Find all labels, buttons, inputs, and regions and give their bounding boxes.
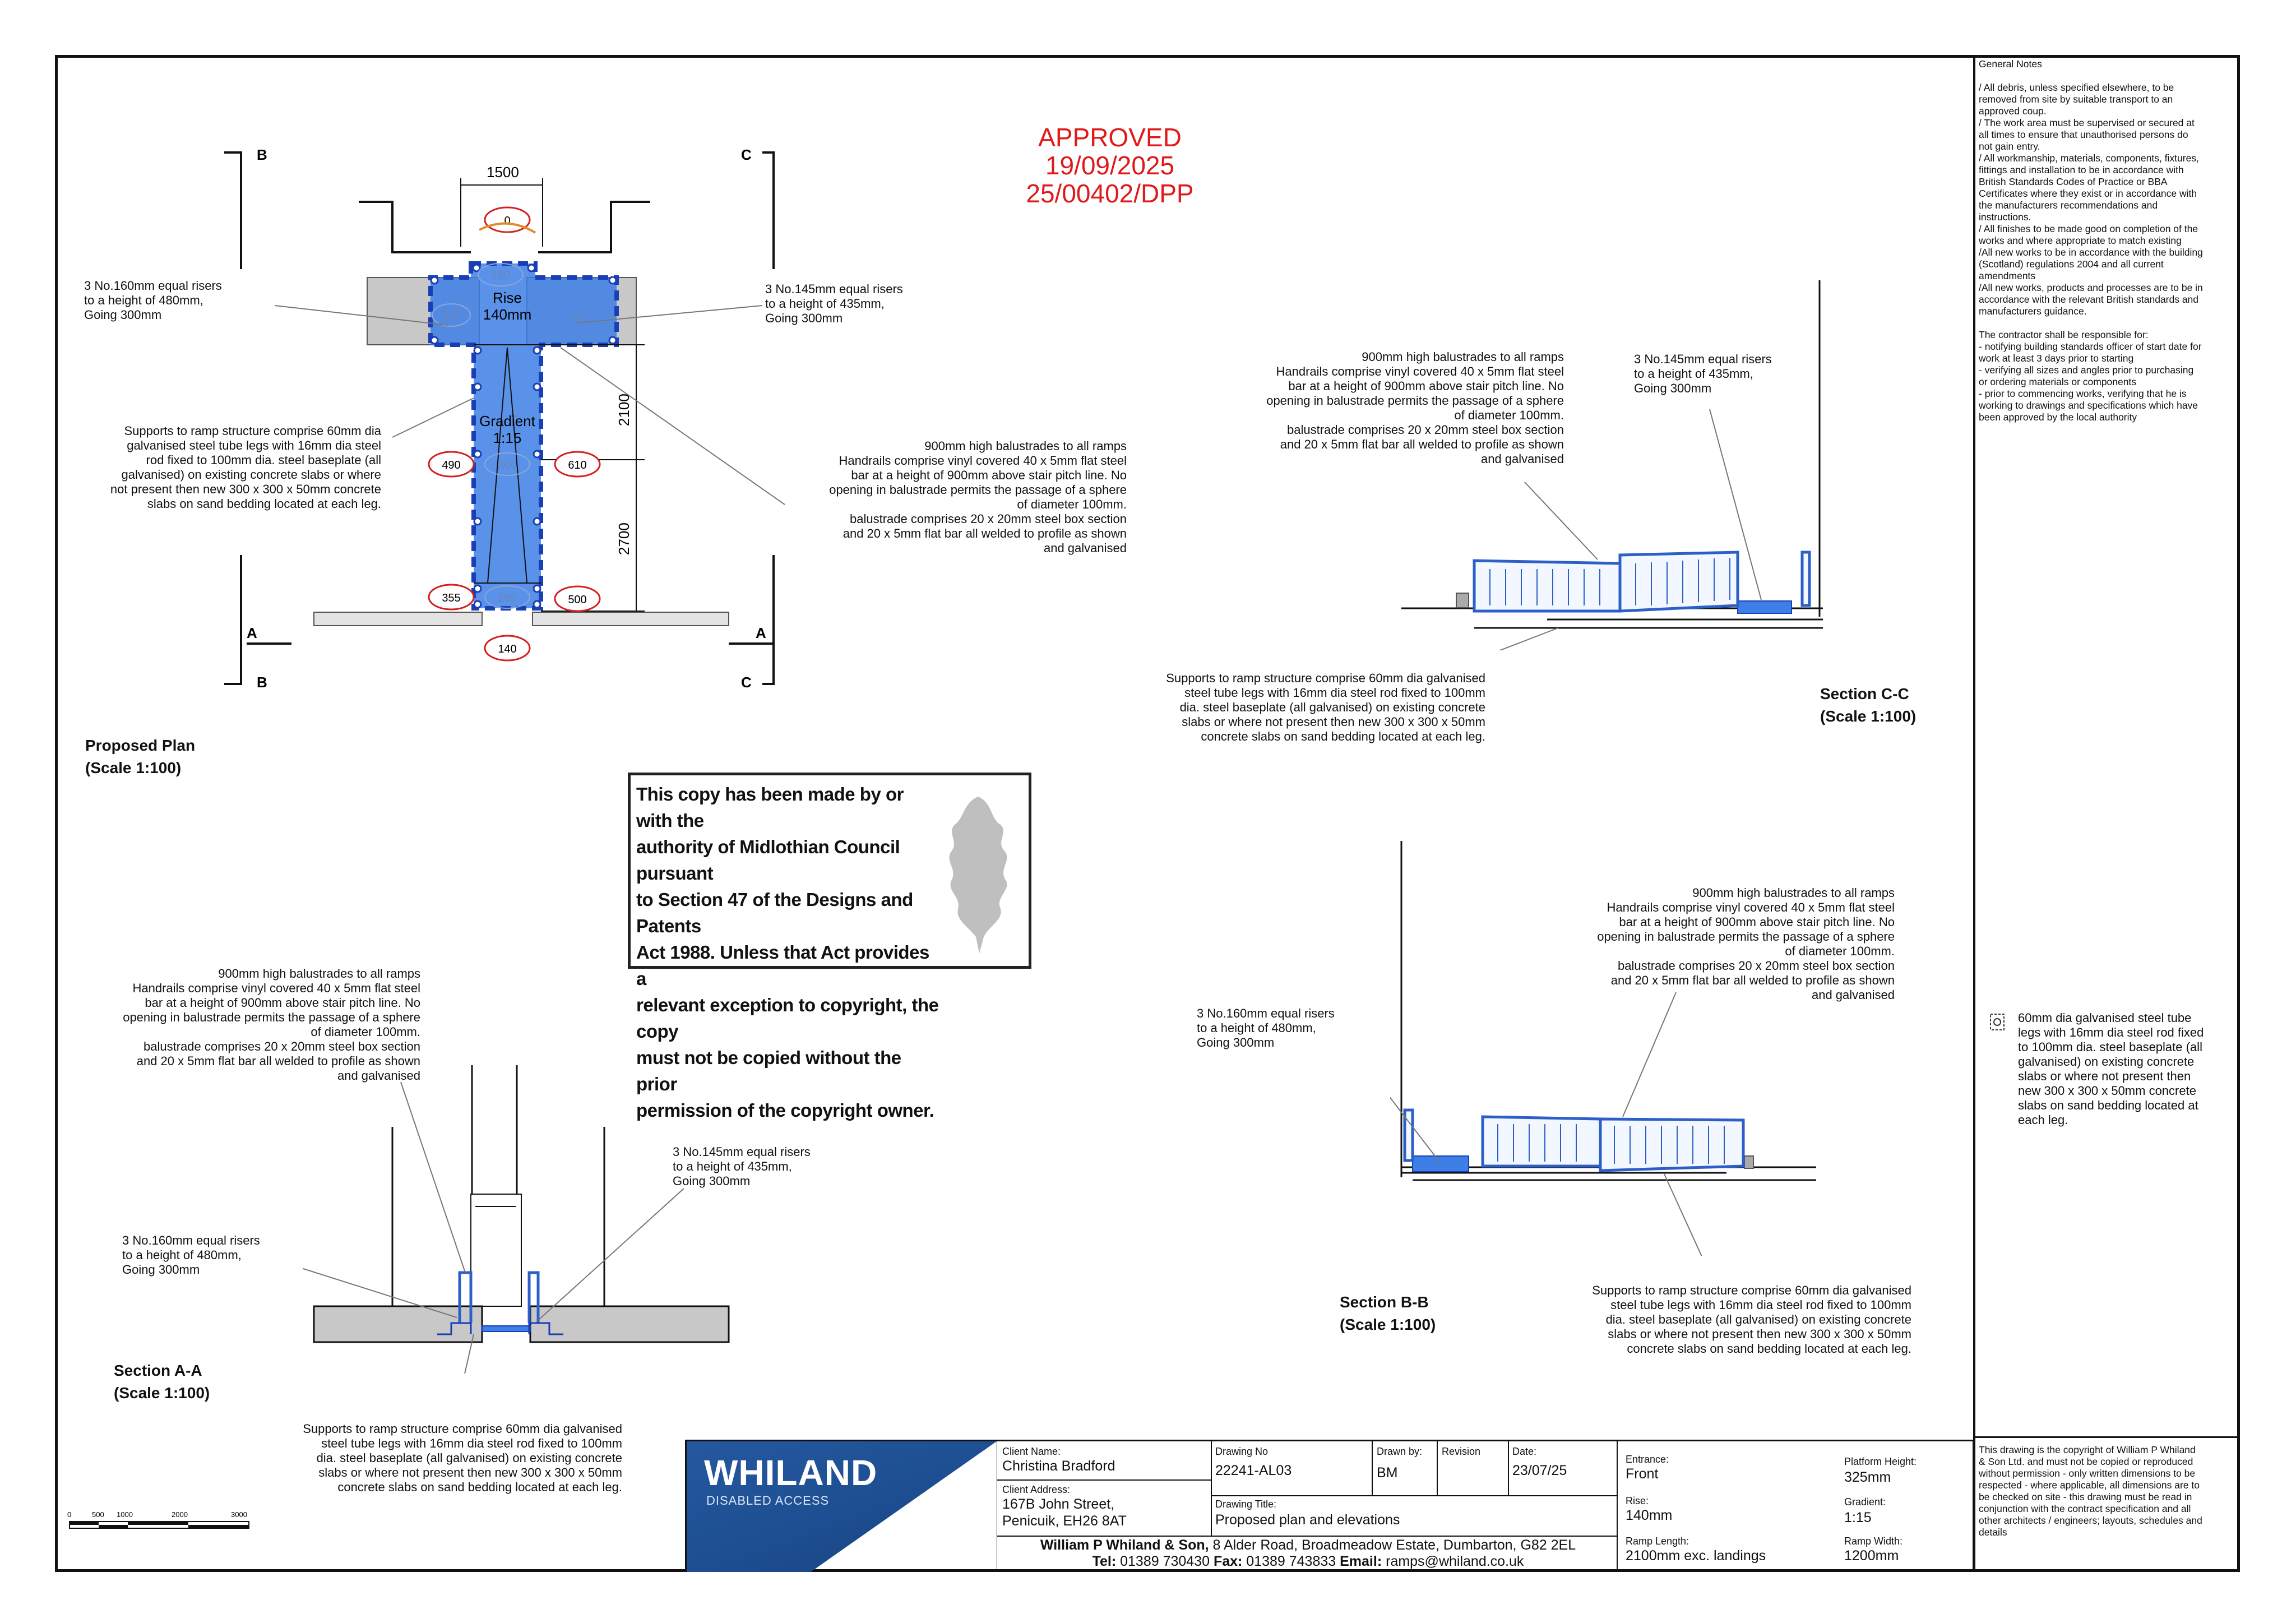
tel-label: Tel: [1092, 1553, 1117, 1569]
gradient-label-line1: Gradient [479, 413, 535, 429]
plan-drawing [0, 0, 1177, 729]
plan-note-right-risers: 3 No.145mm equal risers to a height of 435mm, Going 300mm [765, 282, 903, 325]
level-left-low: 355 [442, 592, 461, 604]
ground-slab-left [314, 612, 482, 626]
client-address: 167B John Street, Penicuik, EH26 8AT [1002, 1496, 1127, 1529]
drawing-no-label: Drawing No [1215, 1446, 1269, 1457]
level-low: 265 [498, 592, 517, 604]
section-aa-note-balustrade: 900mm high balustrades to all ramps Handrails comprise vinyl covered 40 x 5mm flat steel bar at a height of 900mm above stair pitch line. No opening in balustrade permits the passage of a sphere of diameter 100mm. balustrade comprises 20 x 20mm steel box section and 20 x 5mm flat bar all welded to profile as shown and galvanised [123, 967, 420, 1083]
plan-title: Proposed Plan (Scale 1:100) [85, 737, 196, 776]
section-mark-c-top: C [741, 146, 752, 163]
approval-reference: 25/00402/DPP [1026, 179, 1194, 208]
scale-bar [67, 1506, 258, 1539]
fax: 01389 743833 [1242, 1553, 1340, 1569]
notes-divider [1973, 55, 1975, 1572]
email: ramps@whiland.co.uk [1382, 1553, 1524, 1569]
scale-tick-0: 0 [67, 1510, 72, 1519]
plan-note-balustrade: 900mm high balustrades to all ramps Handrails comprise vinyl covered 40 x 5mm flat steel bar at a height of 900mm above stair pitch line. No opening in balustrade permits the passage of a sphere of diameter 100mm. balustrade comprises 20 x 20mm steel box section and 20 x 5mm flat bar all welded to profile as shown and galvanised [829, 439, 1127, 555]
section-mark-c-bottom: C [741, 674, 752, 691]
logo-tagline: DISABLED ACCESS [706, 1493, 830, 1508]
ramp-width: 1200mm [1844, 1548, 1899, 1564]
drawn-by-label: Drawn by: [1377, 1446, 1423, 1457]
rise-label-line1: Rise [492, 289, 522, 306]
platform-height: 325mm [1844, 1469, 1891, 1485]
rise: 140mm [1626, 1508, 1673, 1523]
level-mid: 300 [498, 459, 517, 471]
section-bb-note-supports: Supports to ramp structure comprise 60mm dia galvanised steel tube legs with 16mm dia steel rod fixed to 100mm dia. steel baseplate (all galvanised) on existing concrete slabs or where not present then new 300 x 300 x 50mm concrete slabs on sand bedding located at each leg. [1592, 1283, 1911, 1356]
level-top-inner: 190 [491, 269, 510, 281]
drawing-title-label: Drawing Title: [1215, 1499, 1277, 1510]
company-line [1001, 1537, 1615, 1570]
company-address: 8 Alder Road, Broadmeadow Estate, Dumbarton, G82 2EL [1209, 1537, 1576, 1553]
copyright-stamp-text: This copy has been made by or with the authority of Midlothian Council pursuant to Section 47 of the Designs and Patents Act 1988. Unless that Act provides a relevant exception to copyright, the copy must not be copied without the prior permission of the copyright owner. [636, 784, 939, 1121]
approval-status: APPROVED [1038, 123, 1182, 152]
gradient-label: Gradient: [1844, 1496, 1886, 1508]
gradient-label-line2: 1:15 [493, 429, 522, 446]
level-right-upper: 435 [569, 313, 588, 326]
rise-label-line2: 140mm [483, 306, 532, 323]
tel: 01389 730430 [1116, 1553, 1214, 1569]
level-bottom: 140 [498, 643, 517, 655]
section-aa-drawing [303, 1060, 740, 1374]
level-left-mid: 490 [442, 459, 461, 471]
email-label: Email: [1340, 1553, 1382, 1569]
company-name: William P Whiland & Son, [1040, 1537, 1209, 1553]
section-aa-note-supports: Supports to ramp structure comprise 60mm dia galvanised steel tube legs with 16mm dia steel rod fixed to 100mm dia. steel baseplate (all galvanised) on existing concrete slabs or where not present then new 300 x 300 x 50mm concrete slabs on sand bedding located at each leg. [303, 1422, 622, 1494]
leg-symbol-icon [1989, 1012, 2006, 1032]
revision-label: Revision [1442, 1446, 1481, 1457]
level-right-mid: 610 [568, 459, 587, 471]
section-cc-title: Section C-C (Scale 1:100) [1820, 685, 1917, 725]
section-mark-b-top: B [257, 146, 267, 163]
plan-note-left-risers: 3 No.160mm equal risers to a height of 480mm, Going 300mm [84, 279, 222, 322]
general-notes: General Notes / All debris, unless specified elsewhere, to be removed from site by suitable transport to an approved coup. / The work area must be supervised or secured at all times to ensure that unauthorised persons do not gain entry. / All workmanship, materials, components, fixtures, fittings and installation to be in accordance with British Standards Codes of Practice or BBA Certificates where they exist or in accordance with the manufacturers recommendations and instructions. / All finishes to be made good on completion of the works and where appropriate to match existing /All new works to be in accordance with the building (Scotland) regulations 2004 and all current amendments /All new works, products and processes are to be in accordance with the relevant British standards and manufacturers guidance. The contractor shall be responsible for: - notifying building standards officer of start date for work at least 3 days prior to starting - verifying all sizes and angles prior to purchasing or ordering materials or components - prior to commencing works, verifying that he is working to drawings and specifications which have been approved by the local authority [1979, 58, 2203, 423]
legend-note: 60mm dia galvanised steel tube legs with 16mm dia steel rod fixed to 100mm dia. steel baseplate (all galvanised) on existing concrete slabs or where not present then new 300 x 300 x 50mm concrete slabs on sand bedding located at each leg. [2018, 1011, 2204, 1127]
ground-slab-right [533, 612, 729, 626]
dim-2700: 2700 [615, 522, 632, 555]
client-name: Christina Bradford [1002, 1458, 1115, 1474]
oak-leaf-icon [939, 785, 1017, 959]
dim-2100: 2100 [615, 394, 632, 426]
section-bb-note-balustrade: 900mm high balustrades to all ramps Handrails comprise vinyl covered 40 x 5mm flat steel bar at a height of 900mm above stair pitch line. No opening in balustrade permits the passage of a sphere of diameter 100mm. balustrade comprises 20 x 20mm steel box section and 20 x 5mm flat bar all welded to profile as shown and galvanised [1597, 886, 1895, 1002]
section-mark-a-left: A [247, 625, 257, 641]
scale-tick-1000: 1000 [117, 1510, 133, 1519]
rise-label: Rise: [1626, 1495, 1649, 1506]
plan-note-supports: Supports to ramp structure comprise 60mm dia galvanised steel tube legs with 16mm dia steel rod fixed to 100mm dia. steel baseplate (all galvanised) on existing concrete slabs or where not present then new 300 x 300 x 50mm concrete slabs on sand bedding located at each leg. [110, 424, 381, 511]
scale-tick-3000: 3000 [231, 1510, 247, 1519]
entrance: Front [1626, 1466, 1659, 1482]
entrance-label: Entrance: [1626, 1454, 1669, 1465]
section-mark-a-right: A [756, 625, 766, 641]
section-cc-note-risers: 3 No.145mm equal risers to a height of 435mm, Going 300mm [1634, 352, 1772, 395]
platform-height-label: Platform Height: [1844, 1456, 1917, 1467]
scale-tick-500: 500 [92, 1510, 104, 1519]
section-aa-note-left-risers: 3 No.160mm equal risers to a height of 480mm, Going 300mm [122, 1233, 260, 1277]
level-top: 0 [504, 215, 511, 227]
client-address-label: Client Address: [1002, 1484, 1071, 1495]
dim-width: 1500 [487, 164, 519, 181]
gradient: 1:15 [1844, 1510, 1872, 1525]
date: 23/07/25 [1512, 1463, 1567, 1478]
client-name-label: Client Name: [1002, 1446, 1061, 1457]
logo-wordmark: WHILAND [704, 1453, 878, 1493]
section-bb-note-risers: 3 No.160mm equal risers to a height of 480mm, Going 300mm [1197, 1006, 1335, 1049]
fax-label: Fax: [1213, 1553, 1243, 1569]
notes-divider-lower [1973, 1436, 2240, 1438]
ramp-length: 2100mm exc. landings [1626, 1548, 1766, 1564]
ramp-length-label: Ramp Length: [1626, 1536, 1689, 1547]
level-right-low: 500 [568, 594, 587, 606]
copyright-stamp [628, 773, 1031, 1121]
copyright-notice: This drawing is the copyright of William P Whiland & Son Ltd. and must not be copied or reproduced without permission - only written dimensions to be respected - where applicable, all dimensions are to be checked on site - this drawing must be read in conjunction with the contract specification and all other architects / engineers; layouts, schedules and details [1979, 1444, 2202, 1538]
ramp-width-label: Ramp Width: [1844, 1536, 1903, 1547]
drawing-title: Proposed plan and elevations [1215, 1512, 1400, 1528]
section-bb-title: Section B-B (Scale 1:100) [1340, 1293, 1436, 1333]
drawing-no: 22241-AL03 [1215, 1463, 1292, 1478]
level-left-upper: 430 [442, 309, 461, 322]
section-mark-b-bottom: B [257, 674, 267, 691]
section-cc-note-supports: Supports to ramp structure comprise 60mm dia galvanised steel tube legs with 16mm dia steel rod fixed to 100mm dia. steel baseplate (all galvanised) on existing concrete slabs or where not present then new 300 x 300 x 50mm concrete slabs on sand bedding located at each leg. [1166, 671, 1485, 743]
scale-tick-2000: 2000 [172, 1510, 188, 1519]
date-label: Date: [1512, 1446, 1537, 1457]
approval-date: 19/09/2025 [1045, 151, 1175, 180]
section-cc-note-balustrade: 900mm high balustrades to all ramps Handrails comprise vinyl covered 40 x 5mm flat steel bar at a height of 900mm above stair pitch line. No opening in balustrade permits the passage of a sphere of diameter 100mm. balustrade comprises 20 x 20mm steel box section and 20 x 5mm flat bar all welded to profile as shown and galvanised [1266, 350, 1564, 466]
section-aa-title: Section A-A (Scale 1:100) [114, 1362, 210, 1402]
section-aa-note-right-risers: 3 No.145mm equal risers to a height of 435mm, Going 300mm [673, 1145, 811, 1188]
drawn-by: BM [1377, 1465, 1398, 1481]
